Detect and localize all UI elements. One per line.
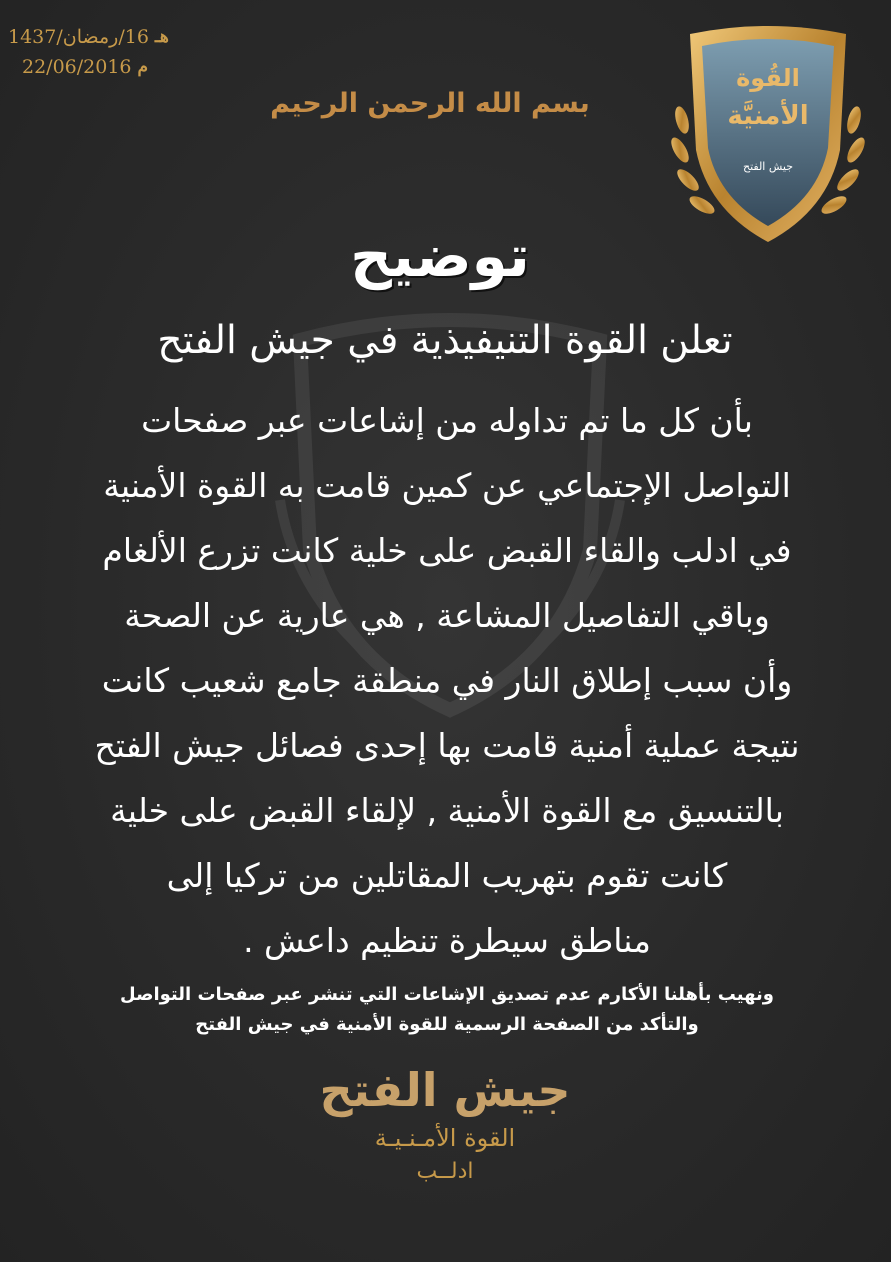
- signature-location: ادلــب: [416, 1159, 474, 1184]
- appeal-line: والتأكد من الصفحة الرسمية للقوة الأمنية في جيش الفتح: [195, 1014, 699, 1035]
- body-line: كانت تقوم بتهريب المقاتلين من تركيا إلى: [166, 856, 728, 895]
- body-line: وباقي التفاصيل المشاعة , هي عارية عن الصحة: [124, 596, 770, 635]
- body-line: بأن كل ما تم تداوله من إشاعات عبر صفحات: [141, 401, 753, 440]
- signature-name: جيش الفتح: [319, 1063, 571, 1117]
- body-line: وأن سبب إطلاق النار في منطقة جامع شعيب كانت: [101, 661, 793, 700]
- statement-body: [18, 388, 876, 973]
- signature-unit: القوة الأمـنـيـة: [374, 1124, 516, 1152]
- announcement-line: تعلن القوة التنيفيذية في جيش الفتح: [157, 318, 733, 363]
- basmala: بسم الله الرحمن الرحيم: [270, 88, 590, 119]
- body-line: بالتنسيق مع القوة الأمنية , لإلقاء القبض على خلية: [110, 791, 784, 830]
- gregorian-date-line: [8, 52, 178, 82]
- body-line: نتيجة عملية أمنية قامت بها إحدى فصائل جيش الفتح: [94, 726, 800, 765]
- gregorian-date: 22/06/2016: [22, 56, 132, 78]
- body-line: التواصل الإجتماعي عن كمين قامت به القوة الأمنية: [103, 466, 791, 505]
- security-force-logo: [668, 20, 868, 245]
- date-block: [8, 22, 178, 82]
- hijri-date: 16/رمضان/1437: [8, 26, 149, 48]
- logo-subtitle: جيش الفتح: [742, 160, 794, 173]
- logo-title-line1: القُوة: [736, 64, 800, 92]
- body-line: مناطق سيطرة تنظيم داعش .: [243, 921, 651, 960]
- appeal-line: ونهيب بأهلنا الأكارم عدم تصديق الإشاعات التي تنشر عبر صفحات التواصل: [120, 984, 774, 1005]
- logo-title-line2: الأمنيَّة: [727, 101, 809, 131]
- hijri-marker: هـ: [154, 27, 169, 47]
- gregorian-marker: م: [137, 57, 149, 77]
- appeal-note: [18, 980, 876, 1040]
- body-line: في ادلب والقاء القبض على خلية كانت تزرع الألغام: [102, 531, 792, 570]
- statement-heading: توضيح: [350, 222, 530, 290]
- signature-block: [300, 1060, 590, 1188]
- hijri-date-line: [8, 22, 178, 52]
